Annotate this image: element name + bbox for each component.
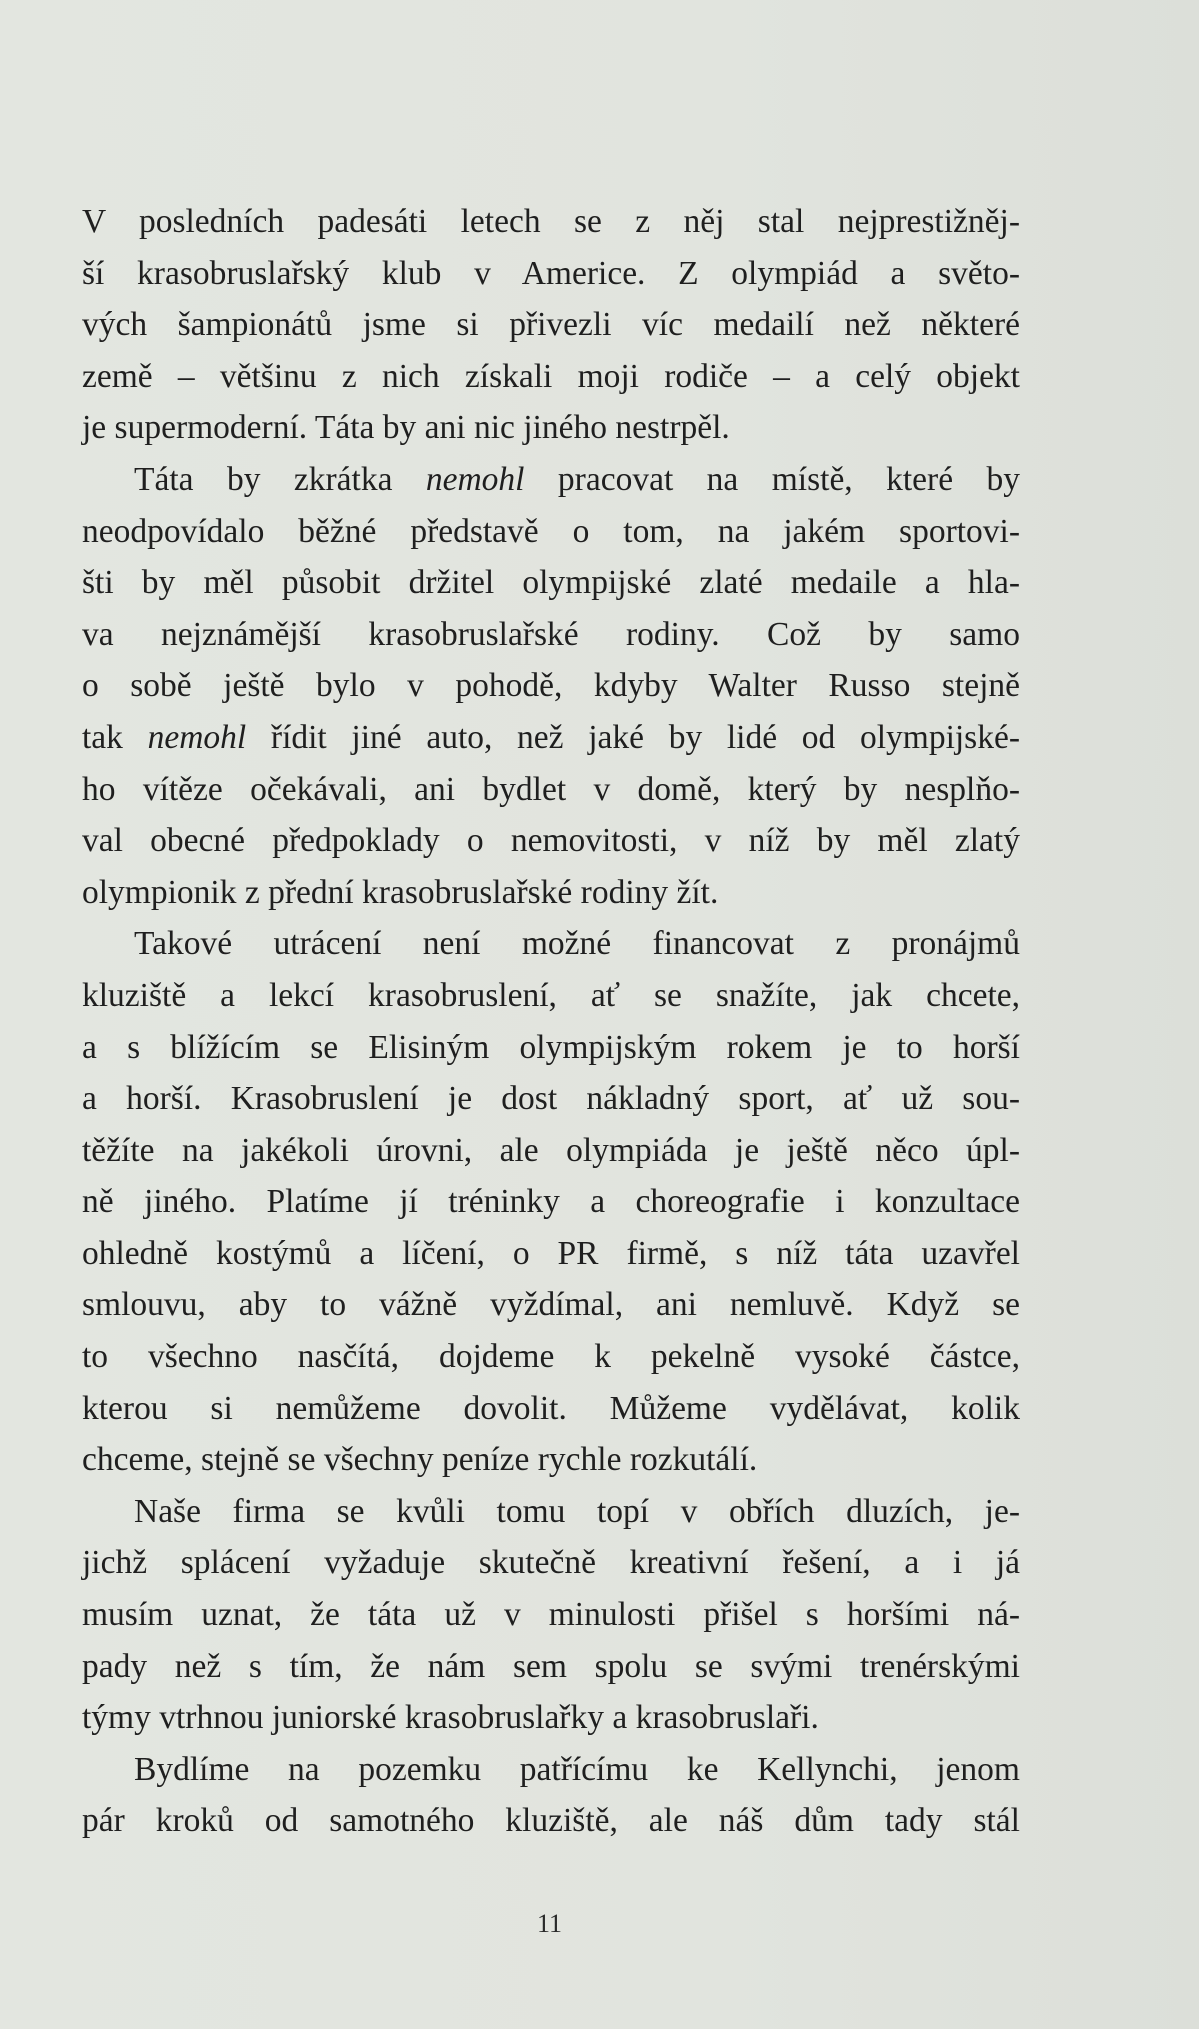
text-segment: ho vítěze očekávali, ani bydlet v domě, který by nesplňo-: [82, 770, 1020, 808]
text-line: [82, 1125, 1020, 1177]
text-line: [82, 1228, 1020, 1280]
text-segment: je supermoderní. Táta by ani nic jiného nestrpěl.: [82, 409, 730, 447]
text-line: [82, 918, 1020, 970]
text-line: [82, 1176, 1020, 1228]
text-segment: val obecné předpoklady o nemovitosti, v níž by měl zlatý: [82, 822, 1020, 860]
text-segment: jichž splácení vyžaduje skutečně kreativní řešení, a i já: [82, 1544, 1020, 1582]
text-segment: týmy vtrhnou juniorské krasobruslařky a krasobruslaři.: [82, 1699, 819, 1737]
text-segment: ohledně kostýmů a líčení, o PR firmě, s níž táta uzavřel: [82, 1234, 1020, 1272]
italic-segment: nemohl: [147, 718, 247, 756]
text-segment: smlouvu, aby to vážně vyždímal, ani nemluvě. Když se: [82, 1286, 1020, 1324]
text-line: [82, 248, 1020, 300]
text-line: [82, 712, 1020, 764]
text-line: [82, 557, 1020, 609]
text-line: [82, 609, 1020, 661]
italic-segment: nemohl: [425, 460, 525, 498]
text-segment: musím uznat, že táta už v minulosti přišel s horšími ná-: [82, 1596, 1020, 1634]
text-line: [82, 815, 1020, 867]
text-line: [82, 454, 1020, 506]
text-segment: těžíte na jakékoli úrovni, ale olympiáda je ještě něco úpl-: [82, 1131, 1020, 1169]
page-number: 11: [536, 1909, 563, 1938]
text-segment: Naše firma se kvůli tomu topí v obřích dluzích, je-: [134, 1492, 1020, 1530]
text-segment: o sobě ještě bylo v pohodě, kdyby Walter Russo stejně: [82, 667, 1020, 705]
text-segment: to všechno nasčítá, dojdeme k pekelně vysoké částce,: [82, 1338, 1020, 1376]
text-line: [82, 196, 1020, 248]
text-line: [82, 1383, 1020, 1435]
text-segment: vých šampionátů jsme si přivezli víc medailí než některé: [82, 306, 1020, 344]
text-segment: va nejznámější krasobruslařské rodiny. Což by samo: [82, 615, 1020, 653]
text-segment: a horší. Krasobruslení je dost nákladný sport, ať už sou-: [82, 1080, 1020, 1118]
text-segment: země – většinu z nich získali moji rodiče – a celý objekt: [82, 357, 1020, 395]
text-line: [82, 660, 1020, 712]
text-line: [82, 299, 1020, 351]
text-line: [82, 1589, 1020, 1641]
text-line: [82, 402, 1020, 454]
text-segment: kluziště a lekcí krasobruslení, ať se snažíte, jak chcete,: [82, 976, 1020, 1014]
text-segment: Bydlíme na pozemku patřícímu ke Kellynchi, jenom: [134, 1750, 1020, 1788]
text-segment: olympionik z přední krasobruslařské rodiny žít.: [82, 873, 719, 911]
text-line: [82, 1022, 1020, 1074]
text-segment: chceme, stejně se všechny peníze rychle rozkutálí.: [82, 1441, 758, 1479]
text-line: [82, 1641, 1020, 1693]
text-line: [82, 1073, 1020, 1125]
text-line: [82, 1486, 1020, 1538]
text-line: [82, 1744, 1020, 1796]
text-segment: pady než s tím, že nám sem spolu se svými trenérskými: [82, 1647, 1020, 1685]
text-line: [82, 970, 1020, 1022]
text-segment: šti by měl působit držitel olympijské zlaté medaile a hla-: [82, 564, 1020, 602]
text-segment: tak: [82, 718, 148, 756]
text-segment: neodpovídalo běžné představě o tom, na jakém sportovi-: [82, 512, 1020, 550]
text-line: [82, 1331, 1020, 1383]
text-segment: Táta by zkrátka: [134, 460, 426, 498]
text-segment: pár kroků od samotného kluziště, ale náš dům tady stál: [82, 1802, 1020, 1840]
text-segment: kterou si nemůžeme dovolit. Můžeme vydělávat, kolik: [82, 1389, 1020, 1427]
text-segment: ší krasobruslařský klub v Americe. Z olympiád a světo-: [82, 254, 1020, 292]
text-segment: Takové utrácení není možné financovat z pronájmů: [134, 925, 1020, 963]
text-segment: řídit jiné auto, než jaké by lidé od olympijské-: [246, 718, 1020, 756]
text-line: [82, 1692, 1020, 1744]
text-line: [82, 1279, 1020, 1331]
text-line: [82, 1537, 1020, 1589]
text-line: [82, 1434, 1020, 1486]
text-line: [82, 1795, 1020, 1847]
text-segment: V posledních padesáti letech se z něj stal nejprestižněj-: [82, 203, 1020, 240]
text-line: [82, 867, 1020, 919]
text-segment: pracovat na místě, které by: [524, 460, 1021, 498]
text-segment: a s blížícím se Elisiným olympijským rokem je to horší: [82, 1028, 1020, 1066]
text-line: [82, 506, 1020, 558]
text-segment: ně jiného. Platíme jí tréninky a choreografie i konzultace: [82, 1183, 1020, 1221]
text-line: [82, 351, 1020, 403]
text-line: [82, 764, 1020, 816]
body-text: [82, 196, 1020, 1847]
